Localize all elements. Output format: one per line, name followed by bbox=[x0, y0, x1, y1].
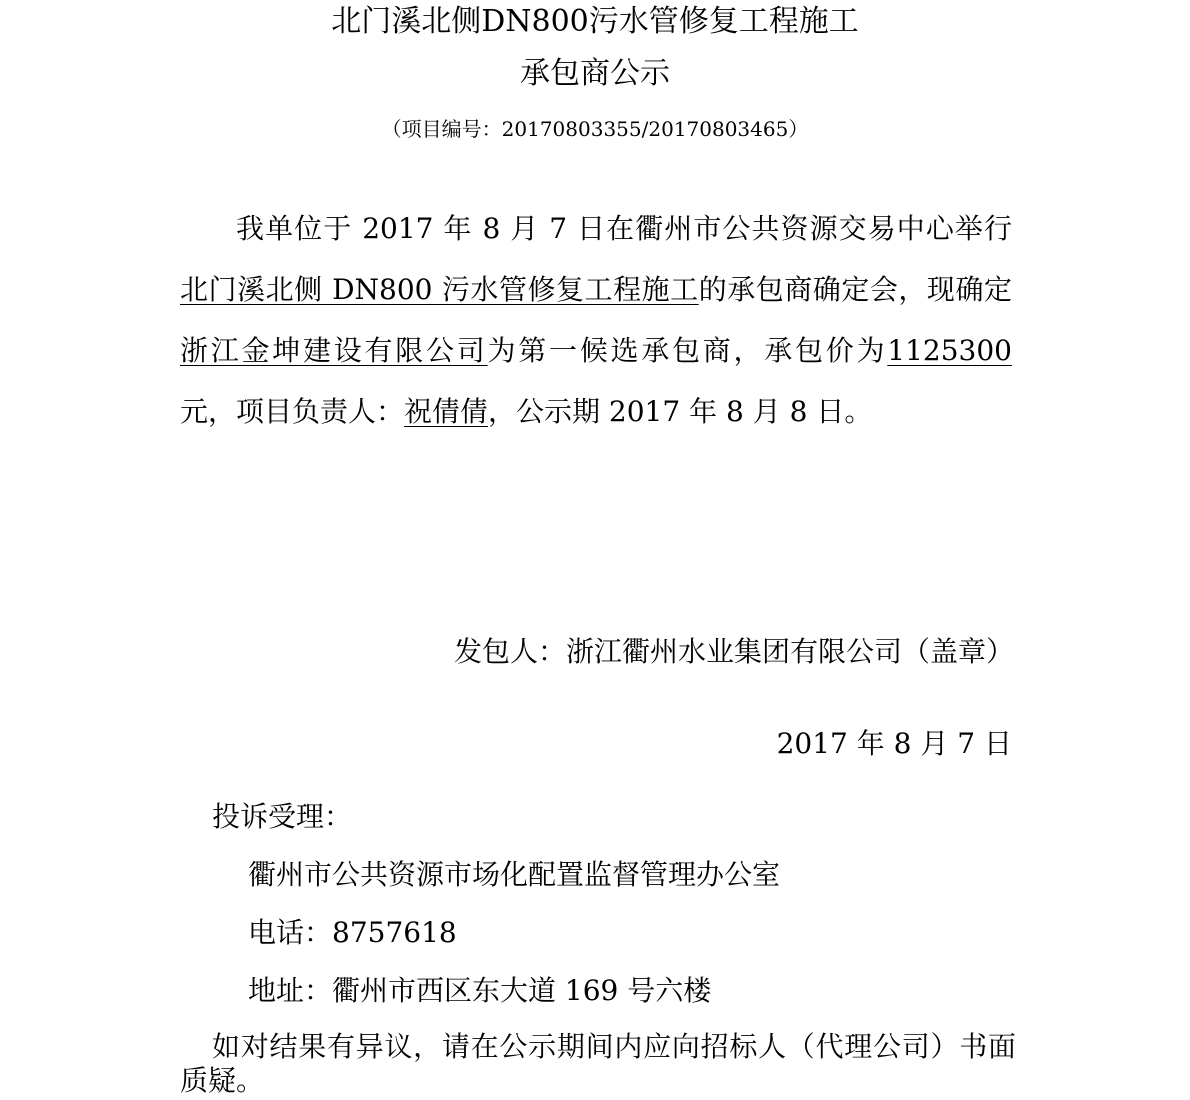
issuer-line: 发包人：浙江衢州水业集团有限公司（盖章） bbox=[453, 635, 1014, 668]
document-title-line2: 承包商公示 bbox=[520, 56, 670, 91]
complaint-address: 地址：衢州市西区东大道 169 号六楼 bbox=[248, 974, 712, 1007]
notice-mid1: 的承包商确定会，现确定 bbox=[698, 273, 1012, 306]
notice-paragraph bbox=[180, 198, 1012, 442]
contract-price: 1125300 bbox=[887, 334, 1012, 367]
complaint-office: 衢州市公共资源市场化配置监督管理办公室 bbox=[248, 858, 781, 891]
project-manager: 祝倩倩 bbox=[404, 395, 489, 428]
project-name: 北门溪北侧 DN800 污水管修复工程施工 bbox=[180, 273, 699, 306]
document-title-line1: 北门溪北侧DN800污水管修复工程施工 bbox=[331, 4, 859, 39]
complaint-phone: 电话：8757618 bbox=[248, 916, 457, 949]
notice-intro: 我单位于 2017 年 8 月 7 日在衢州市公共资源交易中心举行 bbox=[236, 212, 1012, 245]
notice-mid3: 元，项目负责人： bbox=[180, 395, 405, 428]
complaint-label: 投诉受理： bbox=[212, 800, 353, 833]
objection-note: 如对结果有异议，请在公示期间内应向招标人（代理公司）书面质疑。 bbox=[180, 1030, 1016, 1097]
notice-tail: ，公示期 2017 年 8 月 8 日。 bbox=[488, 395, 873, 428]
project-number: （项目编号：20170803355/20170803465） bbox=[381, 117, 809, 141]
issue-date: 2017 年 8 月 7 日 bbox=[776, 727, 1012, 760]
contractor-name: 浙江金坤建设有限公司 bbox=[180, 334, 488, 367]
notice-mid2: 为第一候选承包商，承包价为 bbox=[487, 334, 888, 367]
